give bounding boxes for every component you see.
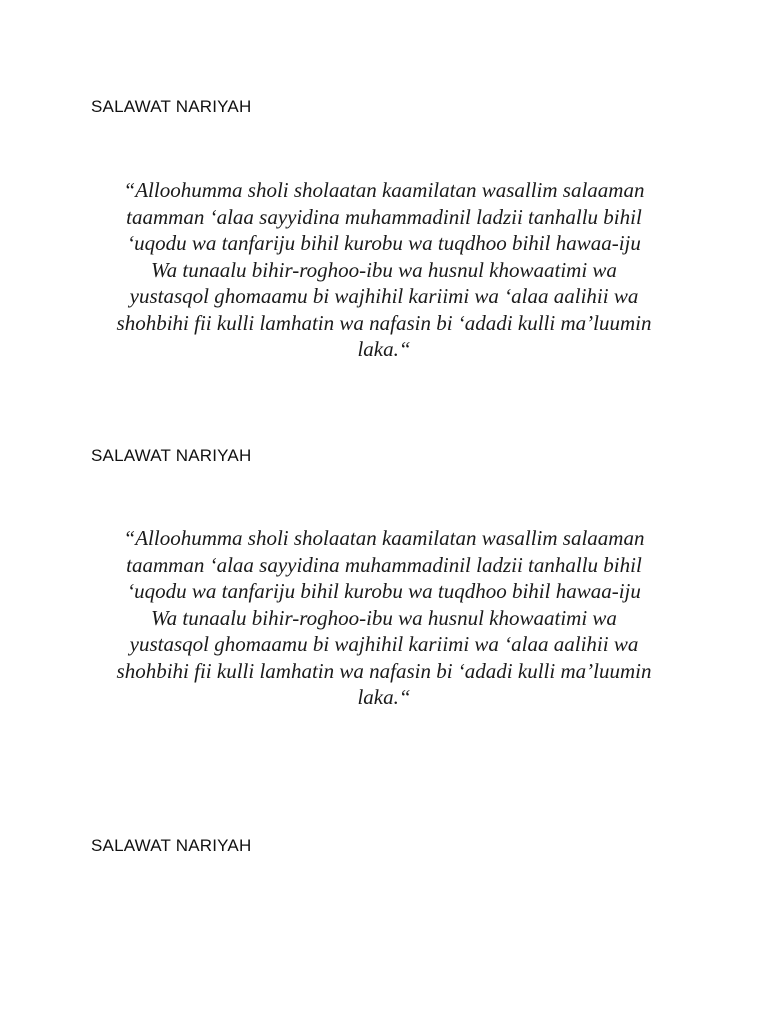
prayer-line: shohbihi fii kulli lamhatin wa nafasin bi ‘adadi kulli ma’luumin bbox=[116, 310, 652, 335]
prayer-line: Wa tunaalu bihir-roghoo-ibu wa husnul khowaatimi wa bbox=[151, 605, 617, 630]
prayer-line: taamman ‘alaa sayyidina muhammadinil ladzii tanhallu bihil bbox=[126, 204, 642, 229]
prayer-line: yustasqol ghomaamu bi wajhihil kariimi wa ‘alaa aalihii wa bbox=[129, 284, 639, 308]
prayer-text-1 bbox=[80, 177, 688, 363]
prayer-line: laka.“ bbox=[357, 685, 411, 709]
prayer-line: laka.“ bbox=[357, 337, 411, 361]
prayer-text-2 bbox=[80, 525, 688, 711]
section-heading-3: SALAWAT NARIYAH bbox=[91, 836, 252, 855]
prayer-line: “Alloohumma sholi sholaatan kaamilatan wasallim salaaman bbox=[123, 526, 645, 550]
prayer-line: ‘uqodu wa tanfariju bihil kurobu wa tuqdhoo bihil hawaa-iju bbox=[127, 579, 641, 603]
section-heading-1: SALAWAT NARIYAH bbox=[91, 97, 252, 116]
prayer-line: yustasqol ghomaamu bi wajhihil kariimi wa ‘alaa aalihii wa bbox=[129, 632, 639, 656]
section-heading-2: SALAWAT NARIYAH bbox=[91, 446, 252, 465]
prayer-line: taamman ‘alaa sayyidina muhammadinil ladzii tanhallu bihil bbox=[126, 552, 642, 577]
prayer-line: “Alloohumma sholi sholaatan kaamilatan wasallim salaaman bbox=[123, 178, 645, 202]
prayer-line: ‘uqodu wa tanfariju bihil kurobu wa tuqdhoo bihil hawaa-iju bbox=[127, 231, 641, 255]
prayer-line: Wa tunaalu bihir-roghoo-ibu wa husnul khowaatimi wa bbox=[151, 257, 617, 282]
prayer-line: shohbihi fii kulli lamhatin wa nafasin bi ‘adadi kulli ma’luumin bbox=[116, 658, 652, 683]
